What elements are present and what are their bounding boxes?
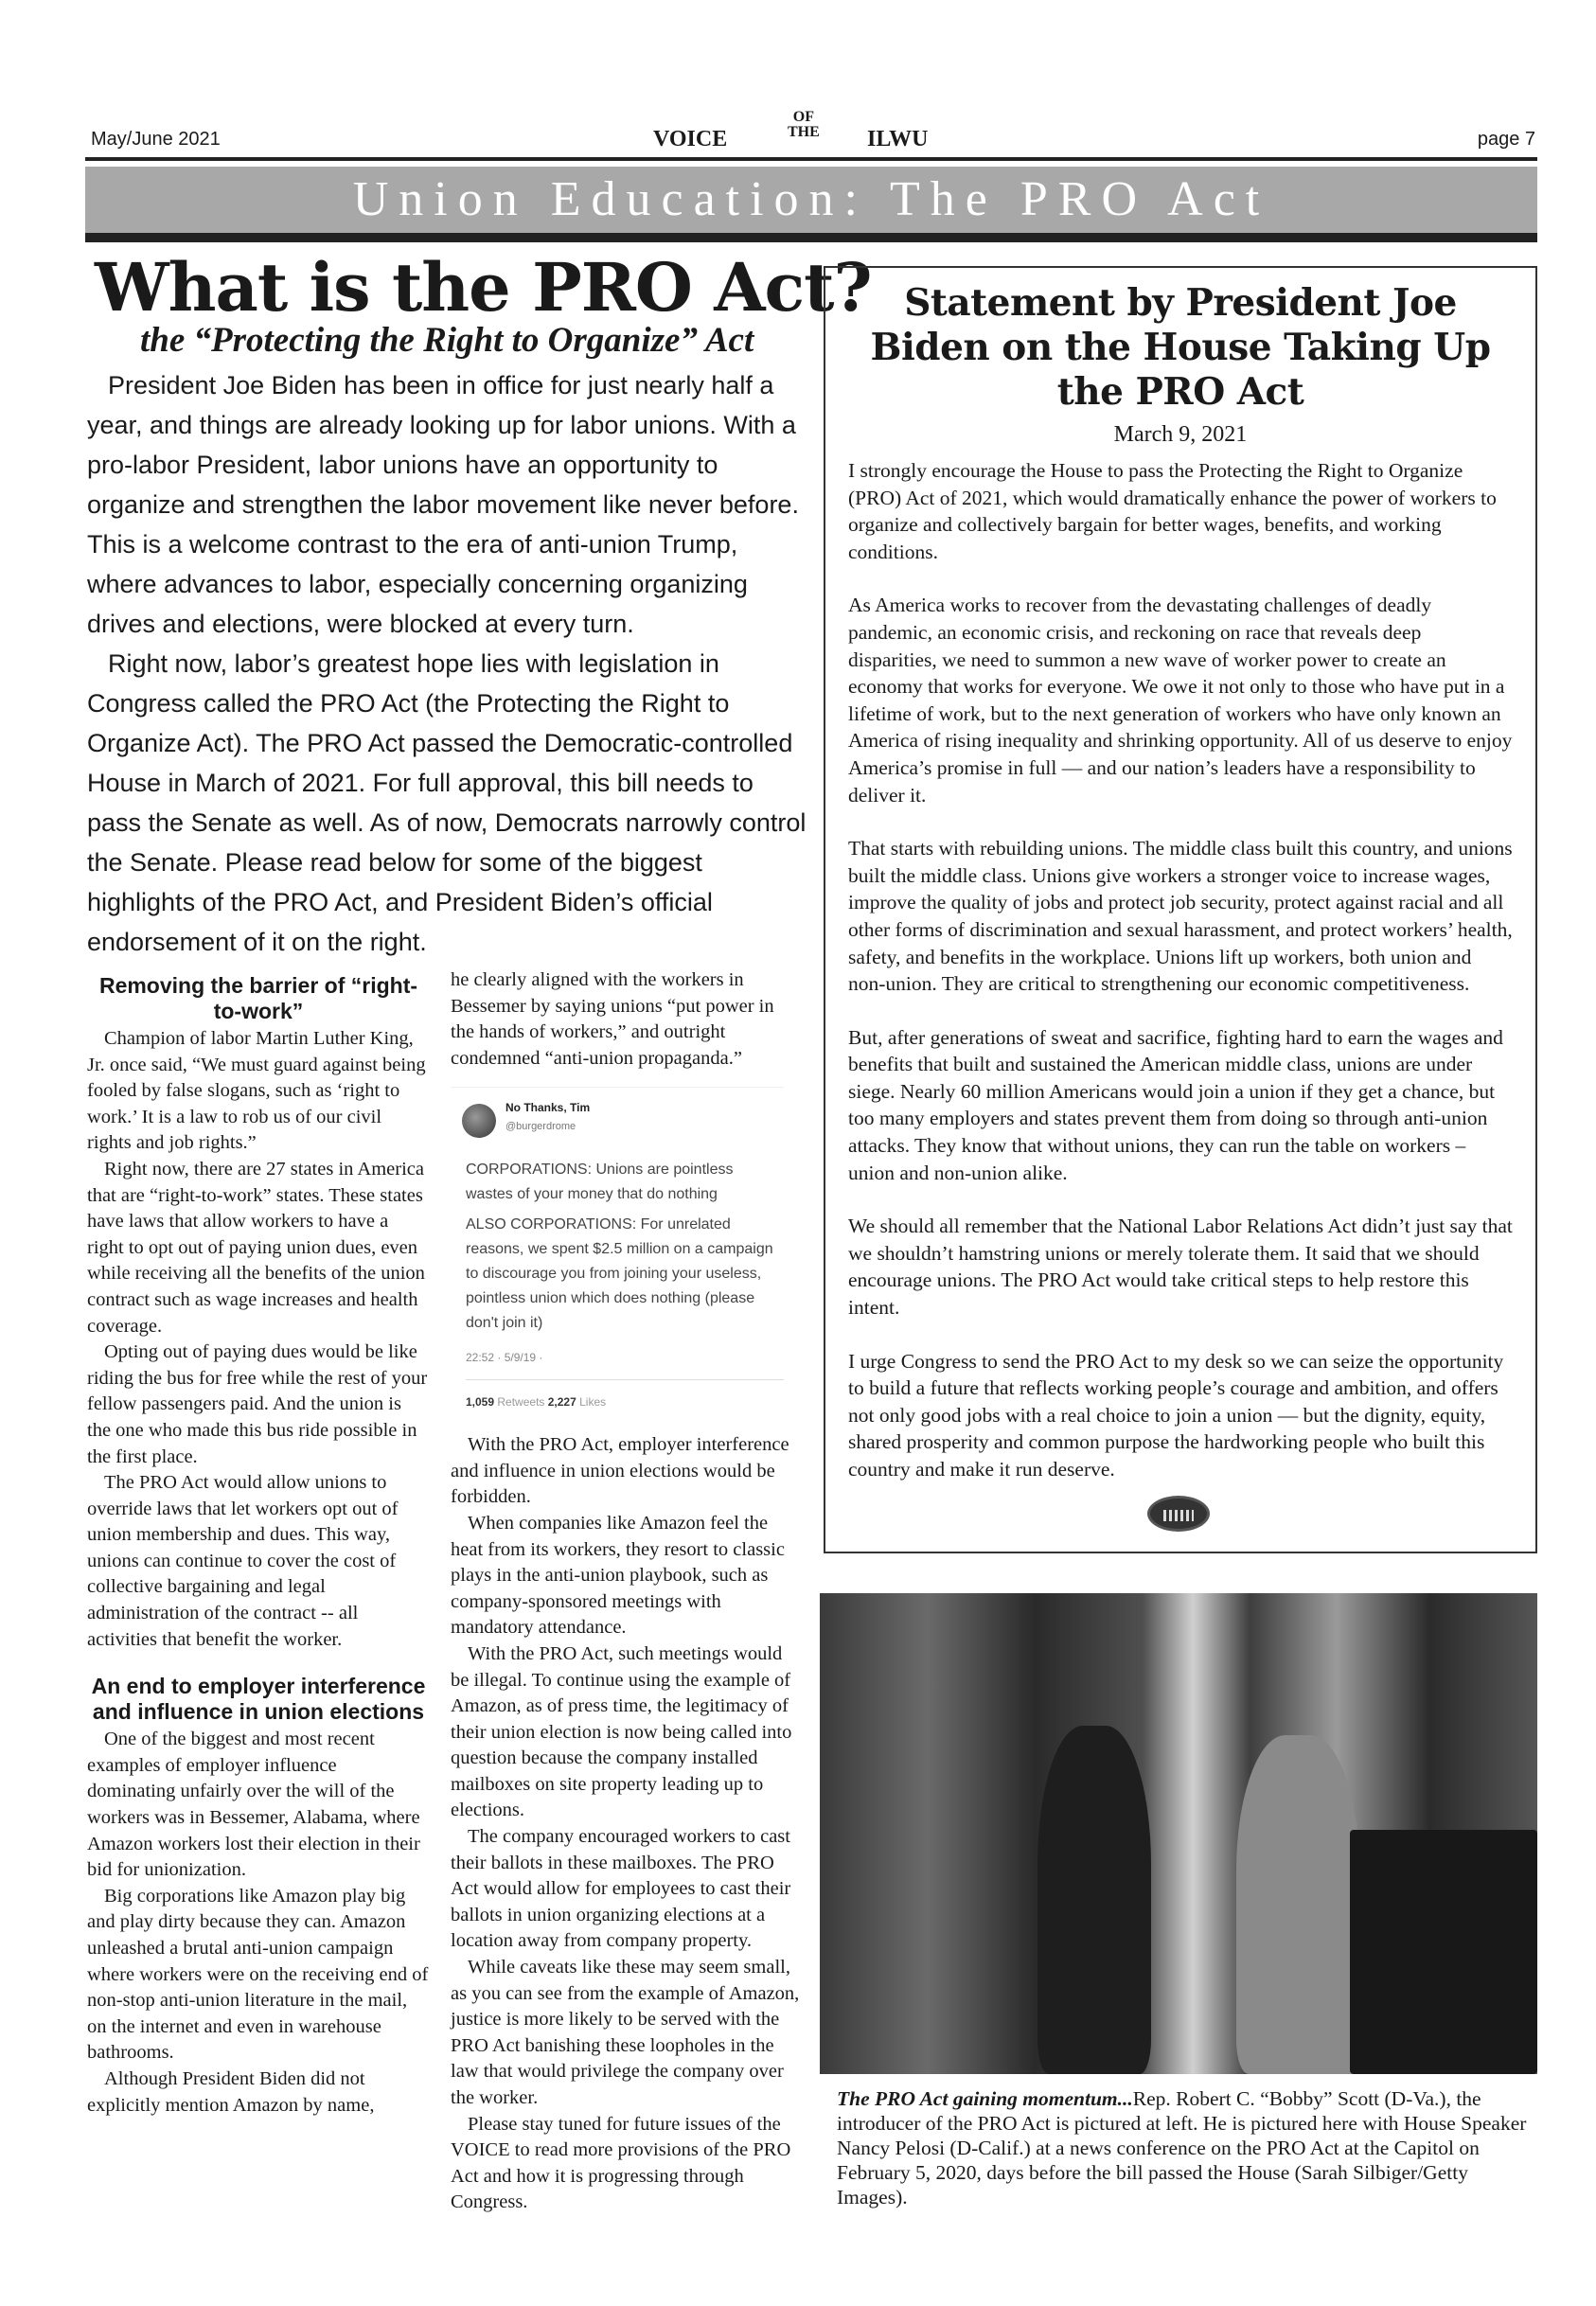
photo-podium — [1350, 1830, 1537, 2074]
paragraph: Right now, there are 27 states in America that are “right-to-work” states. These states have laws that allow workers to have a right to opt out of paying union dues, even while receiving all the benefits of the union contract such as wage increases and health coverage. — [87, 1158, 425, 1337]
statement-paragraph: As America works to recover from the devastating challenges of deadly pandemic, an economic crisis, and reckoning on race that reveals deep disparities, we need to summon a new wave of worker power to create an economy that works for everyone. We owe it not only to those who have put in a lifetime of work, but to the next generation of workers who have only known an America of rising inequality and shrinking opportunity. All of us deserve to enjoy America’s promise in full — and our nation’s leaders have a responsibility to deliver it. — [848, 594, 1513, 807]
caption-lead: The PRO Act gaining momentum... — [837, 2087, 1133, 2110]
masthead-of: OF — [792, 109, 814, 125]
statement-paragraph: I urge Congress to send the PRO Act to my desk so we can seize the opportunity to build a future that reflects working people’s courage and ambition, and offers not only good jobs with a real choice to join a union — but the dignity, equity, shared prosperity and common purpose the hardworking people who built this country and make it run deserve. — [848, 1349, 1504, 1481]
paragraph: Opting out of paying dues would be like riding the bus for free while the rest of your fellow passengers paid. And the union is the one who made this bus ride possible in the first place. — [87, 1341, 428, 1467]
paragraph: While caveats like these may seem small, as you can see from the example of Amazon, justice is more likely to be served with the PRO Act banishing these loopholes in the law that would privilege the company over the worker. — [451, 1957, 800, 2108]
page-number: page 7 — [1477, 129, 1535, 150]
tweet-text-2: ALSO CORPORATIONS: For unrelated reasons, we spent $2.5 million on a campaign to discourage you from joining your useless, pointless union which does nothing (please don't join it) — [466, 1215, 773, 1331]
statement-date: March 9, 2021 — [1113, 422, 1248, 447]
article-subtitle: the “Protecting the Right to Organize” Act — [140, 321, 754, 360]
paragraph: Please stay tuned for future issues of the VOICE to read more provisions of the PRO Act and how it is progressing through Congress. — [451, 2113, 791, 2213]
like-count: 2,227 — [547, 1394, 576, 1409]
statement-paragraph: I strongly encourage the House to pass the Protecting the Right to Organize (PRO) Act of 2021, which would dramatically enhance the power of workers to organize and collectively bargain for better wages, benefits, and working conditions. — [848, 459, 1497, 563]
article-intro — [87, 365, 807, 962]
biden-statement-box — [824, 266, 1537, 1553]
caption-text: Rep. Robert C. “Bobby” Scott (D-Va.), the introducer of the PRO Act is pictured at left. He is pictured here with House Speaker Nancy Pelosi (D-Calif.) at a news conference on the PRO Act at the Capitol on February 5, 2020, days before the bill passed the House (Sarah Silbiger/Getty Images). — [837, 2087, 1527, 2208]
retweet-count: 1,059 — [466, 1394, 495, 1409]
masthead-the: THE — [788, 124, 820, 140]
masthead-voice: VOICE — [653, 127, 728, 151]
tweet-timestamp: 22:52 · 5/9/19 · — [466, 1350, 543, 1364]
photo-caption — [837, 2086, 1528, 2209]
article-column-1 — [87, 969, 430, 2119]
paragraph: When companies like Amazon feel the heat from its workers, they resort to classic plays in the anti-union playbook, such as company-sponsored meetings with mandatory attendance. — [451, 1512, 785, 1639]
photo-figure-pelosi — [1236, 1735, 1359, 2074]
likes-label: Likes — [579, 1394, 607, 1409]
paragraph: Champion of labor Martin Luther King, Jr. once said, “We must guard against being fooled by false slogans, such as ‘right to work.’ It is a law to rob us of our civil rights and job rights.” — [87, 1028, 426, 1154]
paragraph: he clearly aligned with the workers in Bessemer by saying unions “put power in the hands of workers,” and outright condemned “anti-union propaganda.” — [451, 969, 774, 1069]
tweet-handle: @burgerdrome — [505, 1121, 576, 1133]
statement-paragraph: But, after generations of sweat and sacrifice, fighting hard to earn the wages and benefits that built and sustained the American middle class, unions are under siege. Nearly 60 million Americans would join a union if they get a chance, but too many employers and states prevent them from doing so through anti-union attacks. They know that without unions, they can run the table on workers – union and non-union alike. — [848, 1025, 1503, 1184]
press-conference-photo — [820, 1593, 1537, 2074]
masthead-of-the — [788, 110, 820, 140]
issue-date: May/June 2021 — [91, 129, 221, 150]
intro-paragraph: Right now, labor’s greatest hope lies with legislation in Congress called the PRO Act (the Protecting the Right to Organize Act). The PRO Act passed the Democratic-controlled House in March of 2021. For full approval, this bill needs to pass the Senate as well. As of now, Democrats narrowly control the Senate. Please read below for some of the biggest highlights of the PRO Act, and President Biden’s official endorsement of it on the right. — [87, 649, 807, 956]
retweets-label: Retweets — [497, 1394, 545, 1409]
tweet-header — [462, 1101, 784, 1141]
header-rule — [85, 157, 1537, 161]
masthead-ilwu: ILWU — [867, 127, 929, 151]
avatar — [462, 1104, 496, 1138]
paragraph: The company encouraged workers to cast their ballots in these mailboxes. The PRO Act would allow for employees to cast their ballots in union organizing elections at a location away from company property. — [451, 1826, 791, 1952]
tweet-author: No Thanks, Tim — [505, 1101, 591, 1115]
section-heading: Removing the barrier of “right-to-work” — [98, 973, 418, 1023]
intro-paragraph: President Joe Biden has been in office for just nearly half a year, and things are already looking up for labor unions. With a pro-labor President, labor unions have an opportunity to organize and strengthen the labor movement like never before. This is a welcome contrast to the era of anti-union Trump, where advances to labor, especially concerning organizing drives and elections, were blocked at every turn. — [87, 371, 799, 638]
article-column-2 — [451, 967, 801, 2216]
paragraph: With the PRO Act, such meetings would be illegal. To continue using the example of Amazon, as of press time, the legitimacy of their union election is now being called into question because the company installed mailboxes on site property leading up to elections. — [451, 1642, 792, 1821]
section-heading: An end to employer interference and influence in union elections — [91, 1674, 426, 1725]
paragraph: The PRO Act would allow unions to override laws that let workers opt out of union membership and dues. This way, unions can continue to cover the cost of collective bargaining and legal administration of the contract -- all activities that benefit the worker. — [87, 1472, 399, 1650]
statement-paragraph: That starts with rebuilding unions. The middle class built this country, and unions built the middle class. Unions give workers a stronger voice to increase wages, improve the quality of jobs and protect job security, protect against racial and all other forms of discrimination and sexual harassment, and protect workers’ health, safety, and benefits in the workplace. Unions lift up workers, both union and non-union. They are critical to strengthening our economic competitiveness. — [848, 837, 1513, 996]
paragraph: One of the biggest and most recent examples of employer influence dominating unfairly over the will of the workers was in Bessemer, Alabama, where Amazon workers lost their election in their bid for unionization. — [87, 1729, 420, 1881]
paragraph: Although President Biden did not explicitly mention Amazon by name, — [87, 2067, 375, 2116]
tweet-stats — [466, 1379, 784, 1416]
article-title: What is the PRO Act? — [95, 248, 872, 327]
photo-figure-scott — [1037, 1726, 1151, 2074]
section-banner: Union Education: The PRO Act — [85, 167, 1537, 233]
banner-underline — [85, 233, 1537, 242]
white-house-seal-icon — [1147, 1496, 1210, 1532]
masthead — [653, 110, 956, 155]
embedded-tweet — [451, 1087, 784, 1415]
paragraph: Big corporations like Amazon play big and play dirty because they can. Amazon unleashed a brutal anti-union campaign where workers were on the receiving end of non-stop anti-union literature in the mail, on the internet and even in warehouse bathrooms. — [87, 1885, 429, 2064]
statement-paragraph: We should all remember that the National Labor Relations Act didn’t just say that we shouldn’t hamstring unions or merely tolerate them. It said that we should encourage unions. The PRO Act would take critical steps to help restore this intent. — [848, 1215, 1513, 1320]
paragraph: With the PRO Act, employer interference and influence in union elections would be forbidden. — [451, 1434, 789, 1508]
tweet-text-1: CORPORATIONS: Unions are pointless wastes of your money that do nothing — [466, 1161, 734, 1202]
statement-title: Statement by President Joe Biden on the House Taking Up the PRO Act — [870, 281, 1491, 414]
